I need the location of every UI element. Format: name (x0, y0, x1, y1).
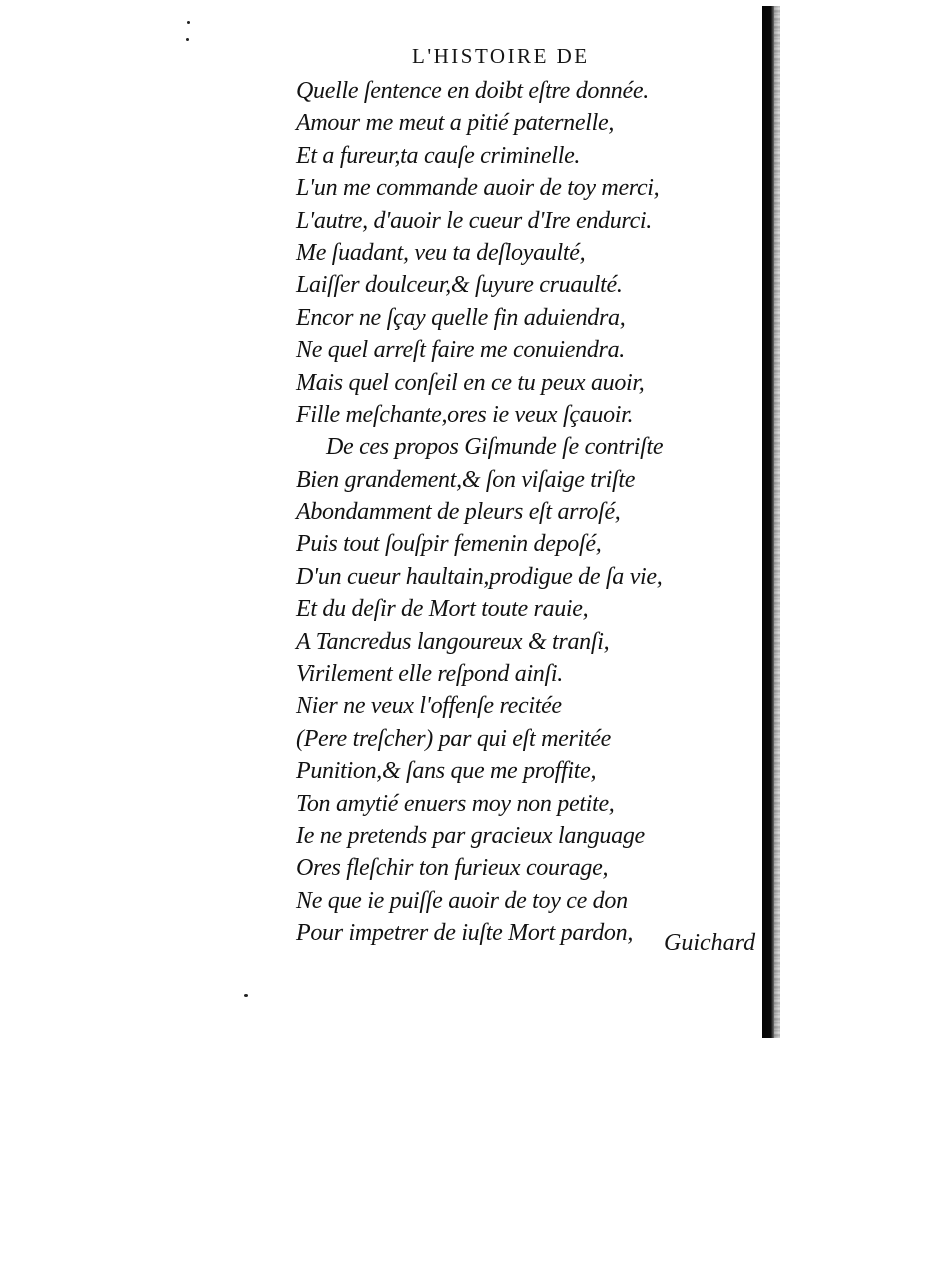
verse-line: Ores fleſchir ton furieux courage, (296, 855, 609, 882)
verse-line: Ne quel arreſt faire me conuiendra. (296, 337, 625, 364)
verse-line: Puis tout ſouſpir femenin depoſé, (296, 531, 602, 558)
verse-line: Mais quel conſeil en ce tu peux auoir, (296, 369, 645, 396)
verse-line: Nier ne veux l'offenſe recitée (296, 693, 562, 720)
verse-line: De ces propos Giſmunde ſe contriſte (326, 434, 664, 461)
ink-speck (187, 21, 190, 24)
verse-line: Et a fureur,ta cauſe criminelle. (296, 142, 581, 169)
verse-line: Punition,& ſans que me proffite, (296, 758, 597, 785)
page-edge-texture (774, 6, 780, 1038)
verse-line: Ne que ie puiſſe auoir de toy ce don (296, 887, 628, 914)
verse-line: L'autre, d'auoir le cueur d'Ire endurci. (296, 207, 653, 234)
verse-line: L'un me commande auoir de toy merci, (296, 175, 660, 202)
verse-line: A Tancredus langoureux & tranſi, (296, 628, 610, 655)
verse-line: Amour me meut a pitié paternelle, (296, 110, 615, 137)
verse-line: Ie ne pretends par gracieux language (296, 822, 645, 849)
verse-line: Quelle ſentence en doibt eſtre donnée. (296, 78, 649, 104)
verse-line: Abondamment de pleurs eſt arroſé, (296, 499, 621, 526)
verse-line: Laiſſer doulceur,& ſuyure cruaulté. (296, 272, 623, 299)
verse-line: Fille meſchante,ores ie veux ſçauoir. (296, 401, 634, 428)
verse-line: D'un cueur haultain,prodigue de ſa vie, (296, 563, 663, 590)
ink-speck (244, 994, 248, 997)
running-head: L'HISTOIRE DE (412, 44, 590, 68)
verse-line: Ton amytié enuers moy non petite, (296, 790, 615, 817)
verse-line: Pour impetrer de iuſte Mort pardon, (296, 920, 634, 947)
verse-line: Et du deſir de Mort toute rauie, (296, 596, 589, 623)
verse-line: Bien grandement,& ſon viſaige triſte (296, 466, 636, 493)
verse-block (296, 75, 663, 950)
catchword: Guichard (664, 930, 756, 956)
verse-line: (Pere treſcher) par qui eſt meritée (296, 725, 611, 752)
ink-speck (186, 38, 189, 41)
verse-line: Encor ne ſçay quelle fin aduiendra, (296, 304, 626, 331)
verse-line: Me ſuadant, veu ta deſloyaulté, (296, 239, 586, 266)
verse-line: Virilement elle reſpond ainſi. (296, 661, 563, 688)
